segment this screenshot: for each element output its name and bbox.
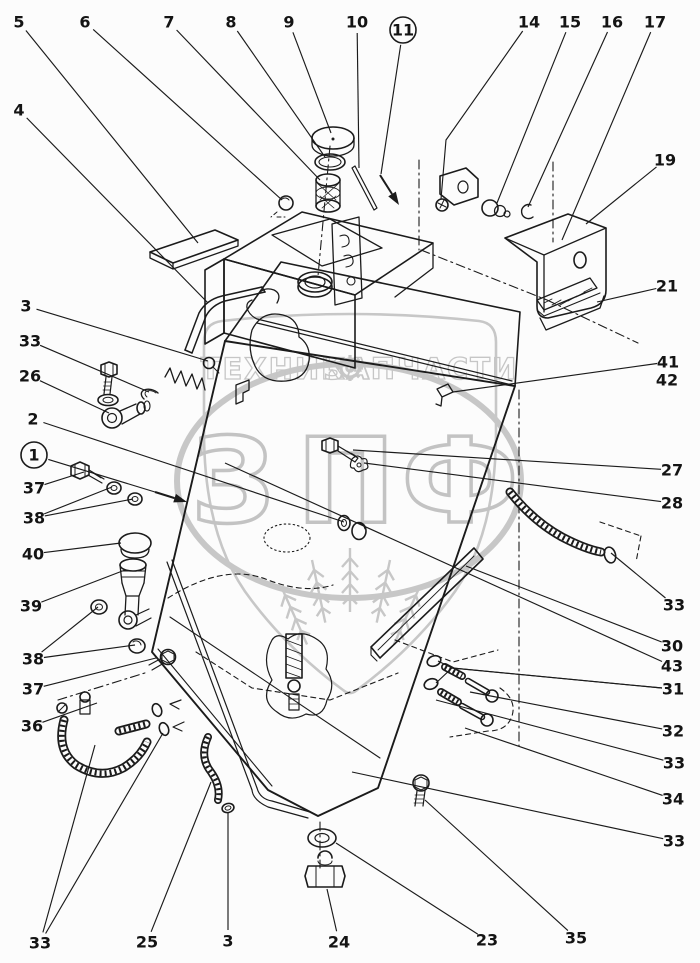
callout-33	[352, 772, 685, 851]
grommet	[271, 196, 293, 217]
callout-number: 26	[18, 366, 42, 386]
callout-number: 30	[660, 636, 684, 656]
callout-5	[13, 13, 198, 244]
assembly-direction-arrow	[380, 175, 399, 205]
fastener-group	[423, 654, 498, 726]
drain-plug-parts	[305, 829, 345, 887]
callout-3	[20, 297, 208, 362]
clamp-bracket-group	[436, 168, 533, 219]
callout-number: 33	[18, 331, 42, 351]
callout-number: 4	[13, 100, 25, 120]
callout-33	[29, 733, 163, 953]
callout-number: 33	[662, 753, 686, 773]
callout-number: 14	[517, 12, 541, 32]
filler-cap-parts	[312, 127, 354, 212]
callout-8	[225, 13, 325, 158]
callout-number: 34	[661, 789, 685, 809]
callout-number: 17	[643, 12, 667, 32]
callout-number: 39	[19, 596, 43, 616]
callout-number: 7	[163, 12, 175, 32]
callout-15	[497, 13, 581, 204]
callout-33	[611, 553, 685, 615]
fuel-hose-left	[57, 692, 184, 773]
callout-number: 31	[661, 679, 685, 699]
callout-42	[656, 371, 678, 390]
callout-number: 1	[28, 445, 40, 465]
watermark-word-left: ТЕХНИКА	[200, 352, 372, 386]
callout-21	[597, 277, 678, 303]
callout-number: 25	[135, 932, 159, 952]
callout-6	[79, 13, 282, 201]
callout-19	[586, 151, 676, 225]
callout-number: 8	[225, 12, 237, 32]
callout-number: 16	[600, 12, 624, 32]
callout-24	[327, 889, 350, 952]
callout-number: 10	[345, 12, 369, 32]
callout-number: 36	[20, 716, 44, 736]
callout-32	[470, 692, 684, 741]
callout-35	[425, 800, 587, 948]
gauge-rod	[352, 166, 377, 210]
callout-number: 37	[21, 679, 45, 699]
callout-number: 37	[22, 478, 46, 498]
callout-number: 9	[283, 12, 295, 32]
watermark-letter-2: П	[296, 412, 396, 550]
overflow-hose	[204, 737, 235, 814]
callout-38	[22, 607, 135, 669]
callout-3	[222, 812, 233, 951]
callout-number: 3	[222, 931, 234, 951]
callout-number: 21	[655, 276, 679, 296]
callout-number: 3	[20, 296, 32, 316]
callout-number: 27	[660, 460, 684, 480]
callout-11	[381, 17, 416, 174]
callout-number: 41	[656, 352, 680, 372]
watermark-letter-1: З	[191, 412, 275, 550]
callout-number: 19	[653, 150, 677, 170]
assembly-direction-arrow	[155, 492, 187, 502]
callout-number: 38	[21, 649, 45, 669]
callout-number: 40	[21, 544, 45, 564]
callout-number: 5	[13, 12, 25, 32]
callout-number: 33	[662, 595, 686, 615]
callout-9	[283, 13, 331, 134]
callout-17	[562, 13, 666, 241]
callout-number: 2	[27, 409, 39, 429]
callout-number: 33	[28, 933, 52, 953]
callout-number: 11	[391, 20, 415, 40]
callout-number: 15	[558, 12, 582, 32]
callout-25	[136, 782, 211, 952]
callout-number: 35	[564, 928, 588, 948]
callout-number: 28	[660, 493, 684, 513]
spring	[165, 368, 205, 390]
rim-clip	[436, 384, 453, 406]
callout-34	[465, 728, 684, 809]
callout-number: 6	[79, 12, 91, 32]
callout-number: 42	[655, 370, 679, 390]
callout-number: 33	[662, 831, 686, 851]
watermark-wheat-sheaf	[274, 548, 428, 648]
callout-number: 32	[661, 721, 685, 741]
callout-39	[20, 570, 125, 616]
callout-26	[19, 367, 109, 414]
callout-4	[13, 101, 208, 304]
callout-number: 38	[22, 508, 46, 528]
callout-40	[22, 543, 121, 564]
fuel-pickup-filter	[267, 634, 332, 718]
watermark-word-right: ЗАПЧАСТИ	[323, 352, 519, 386]
callout-16	[528, 13, 623, 208]
callout-number: 23	[475, 930, 499, 950]
callout-number: 24	[327, 932, 351, 952]
callout-30	[466, 566, 686, 656]
watermark-letter-3: Ф	[401, 412, 519, 550]
braided-hose-right	[510, 492, 617, 564]
callout-number: 43	[660, 656, 684, 676]
callout-23	[336, 843, 498, 950]
